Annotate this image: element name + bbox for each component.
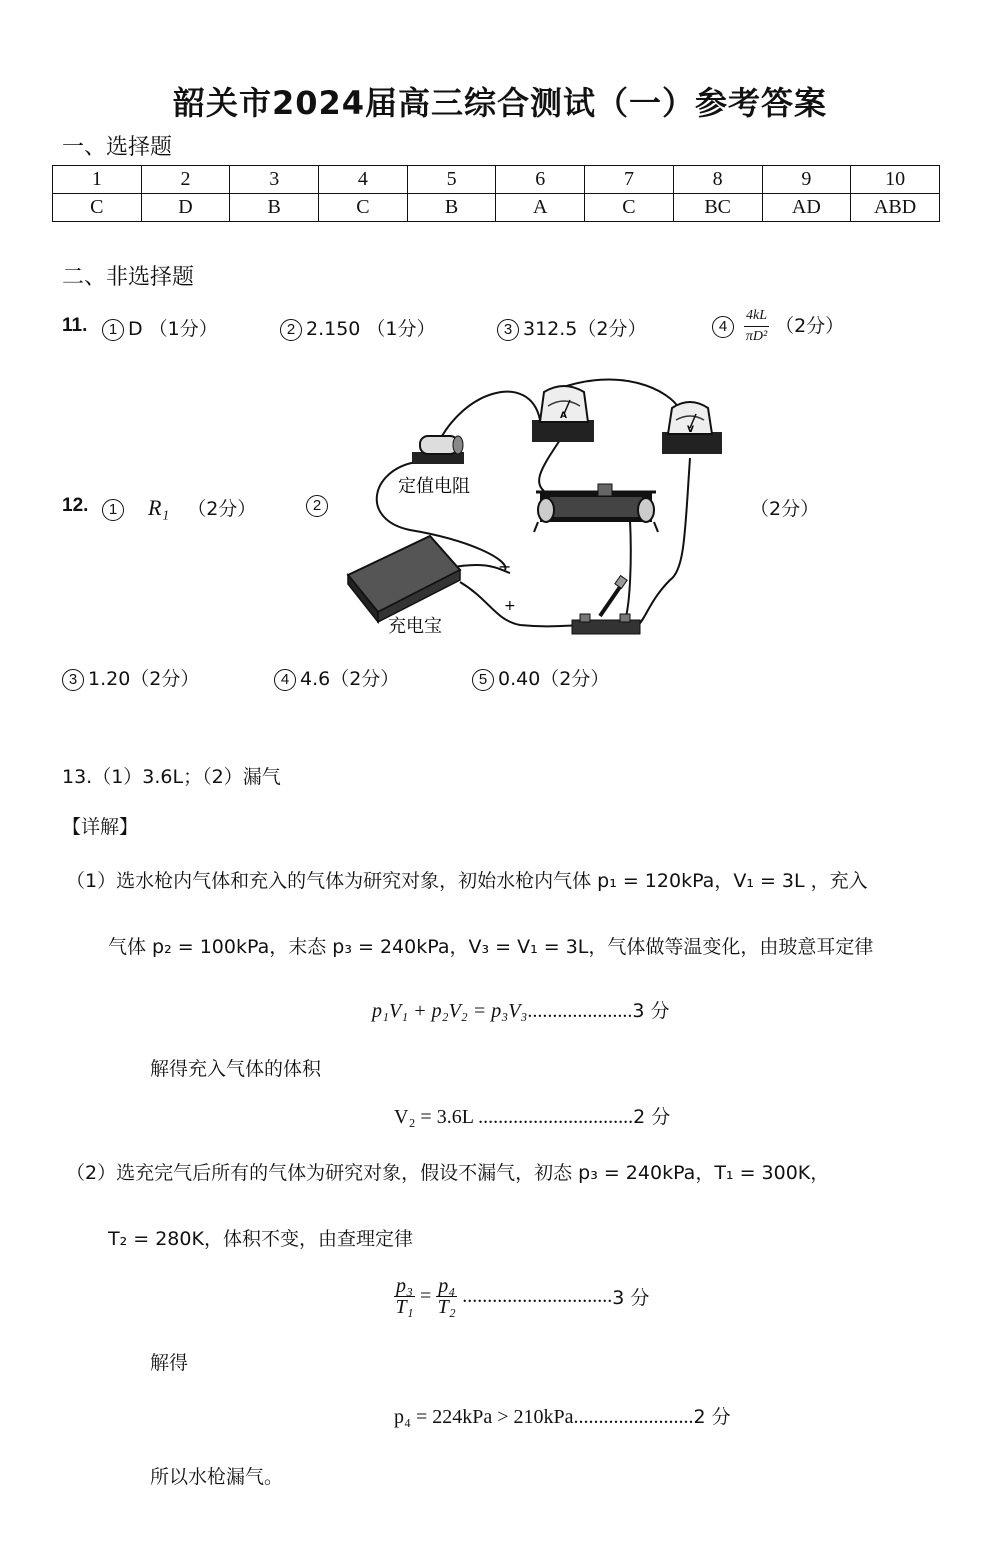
paragraph-1-line-2: 气体 p₂ = 100kPa，末态 p₃ = 240kPa，V₃ = V₁ = 3L，气体做等温变化，由玻意耳定律 [108,936,874,958]
q12-item-4 [274,664,399,691]
table-row-answers [53,194,940,222]
equals-sign: = [419,1285,432,1307]
table-cell: 2 [141,166,230,194]
table-cell: 6 [496,166,585,194]
fraction-numerator: 4kL [744,306,769,327]
table-cell: 7 [585,166,674,194]
equation-score: 2 分 [693,1406,731,1428]
table-cell: B [407,194,496,222]
table-cell: 1 [53,166,142,194]
table-cell: 4 [319,166,408,194]
q12-number [62,494,88,517]
table-cell: B [230,194,319,222]
q11-item-3 [497,314,646,341]
equation-boyle [372,996,670,1023]
fraction-denominator: πD² [745,329,768,344]
q11-item-4 [712,306,844,347]
q11-item-2 [280,314,436,341]
fraction-denominator: T₂ [437,1296,456,1318]
plus-terminal: + [504,598,516,614]
leader-dots: ............................... [473,1106,634,1128]
q12-answer: 0.40（2分） [498,668,610,690]
q13-summary: 13.（1）3.6L；（2）漏气 [62,766,281,788]
fraction-numerator: p₃ [396,1275,413,1297]
wire [625,520,631,620]
equation-score: 3 分 [612,1287,650,1309]
circled-number: 3 [62,669,84,691]
paragraph-2-line-1: （2）选充完气后所有的气体为研究对象，假设不漏气，初态 p₃ = 240kPa，T₁ = 300K， [66,1162,830,1184]
resistor-label: 定值电阻 [398,476,470,497]
circled-number: 1 [102,319,124,341]
ammeter-letter: A [560,411,567,421]
conclusion: 所以水枪漏气。 [150,1466,284,1488]
detail-heading: 【详解】 [62,816,139,838]
voltmeter-letter: V [687,425,694,435]
equation-charles [394,1276,649,1317]
solve-line-2: 解得 [150,1352,189,1374]
circled-number: 1 [102,499,124,521]
q12-item-2-score: （2分） [750,498,820,520]
table-row-numbers [53,166,940,194]
table-cell: C [53,194,142,222]
circled-number: 2 [280,319,302,341]
table-cell: 3 [230,166,319,194]
q12-number-text: 12. [62,495,89,516]
circled-number: 5 [472,669,494,691]
table-cell: ABD [851,194,940,222]
fraction-right [436,1276,457,1317]
minus-terminal: − [498,557,512,576]
q12-score: （2分） [187,498,257,520]
wire [460,582,590,626]
circled-number: 4 [274,669,296,691]
table-cell: A [496,194,585,222]
table-cell: 9 [762,166,851,194]
equation-v2 [394,1102,670,1129]
q12-item-2 [306,494,332,517]
table-cell: 8 [673,166,762,194]
section-heading-nonchoice: 二、非选择题 [62,265,195,290]
answer-table [52,165,940,222]
table-cell: C [319,194,408,222]
page-title: 韶关市2024届高三综合测试（一）参考答案 [172,84,828,122]
q12-answer-r1: R₁ [148,495,170,520]
q12-item-1 [102,494,256,521]
paragraph-2-line-2: T₂ = 280K，体积不变，由查理定律 [108,1228,413,1250]
q12-answer: 4.6（2分） [300,668,400,690]
q11-number [62,314,87,337]
fraction-denominator: T₁ [395,1296,414,1318]
paragraph-1-line-1: （1）选水枪内气体和充入的气体为研究对象，初始水枪内气体 p₁ = 120kPa，V₁ = 3L ，充入 [66,870,868,892]
circuit-diagram [340,370,740,645]
leader-dots: ..................... [527,1000,633,1022]
q12-item-5 [472,664,609,691]
rheostat-icon [534,484,658,532]
equation-p4 [394,1402,731,1429]
fraction-numerator: p₄ [438,1275,456,1297]
table-cell: D [141,194,230,222]
table-cell: 10 [851,166,940,194]
fixed-resistor-icon [412,436,464,464]
solve-line-1: 解得充入气体的体积 [150,1058,322,1080]
leader-dots: ........................ [573,1406,694,1428]
table-cell: C [585,194,674,222]
q11-item-1 [102,314,218,341]
q11-answer: D （1分） [128,318,218,340]
fraction-left [394,1276,415,1317]
table-cell: BC [673,194,762,222]
q11-score: （2分） [775,315,845,337]
table-cell: AD [762,194,851,222]
equation-score: 3 分 [632,1000,670,1022]
equation-text: p₄ = 224kPa > 210kPa [394,1406,574,1428]
q12-item-3 [62,664,199,691]
powerbank-label: 充电宝 [388,616,442,637]
table-cell: 5 [407,166,496,194]
q12-answer: 1.20（2分） [88,668,200,690]
equation-score: 2 分 [633,1106,671,1128]
q11-number-text: 11. [62,315,88,336]
power-bank-icon [348,536,460,622]
q11-answer: 312.5（2分） [523,318,647,340]
equation-text: V₂ = 3.6L [394,1106,474,1128]
equation-text: p₁V₁ + p₂V₂ = p₃V₃ [372,1000,528,1022]
section-heading-choice: 一、选择题 [62,135,173,160]
circled-number: 3 [497,319,519,341]
wire [638,458,690,625]
circled-number: 2 [306,495,328,517]
circled-number: 4 [712,316,734,338]
q11-answer: 2.150 （1分） [306,318,436,340]
leader-dots: .............................. [462,1285,613,1307]
wire [539,440,560,495]
formula-fraction [744,306,769,347]
